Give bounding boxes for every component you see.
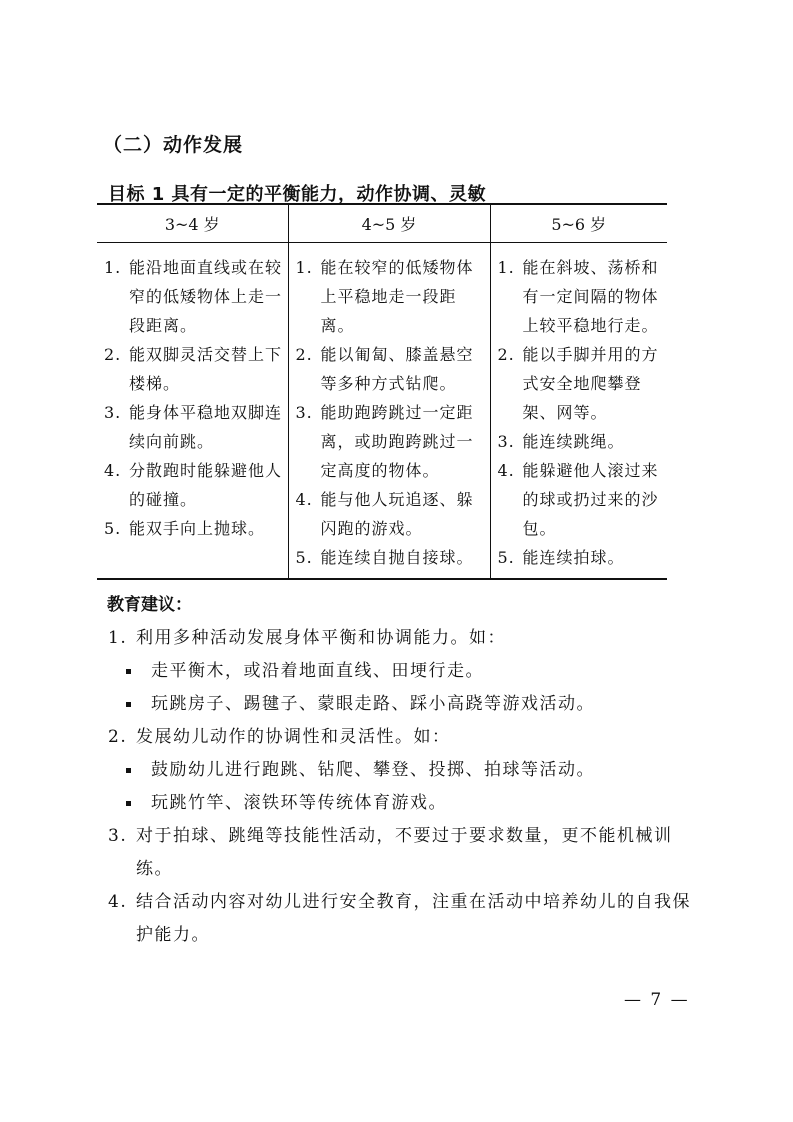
advice-item: 1. 利用多种活动发展身体平衡和协调能力。如：	[108, 628, 506, 648]
list-item: 5. 能连续自抛自接球。	[295, 548, 474, 567]
list-item: 2. 能以手脚并用的方式安全地爬攀登架、网等。	[497, 345, 659, 422]
list-item: 4. 分散跑时能躲避他人的碰撞。	[104, 461, 283, 509]
header-age-5-6: 5~6 岁	[490, 204, 667, 243]
advice-item: 2. 发展幼儿动作的协调性和灵活性。如：	[108, 727, 451, 747]
list-item: 1. 能沿地面直线或在较窄的低矮物体上走一段距离。	[104, 258, 283, 335]
advice-title: 教育建议：	[107, 595, 192, 615]
list-item: 3. 能连续跳绳。	[497, 432, 625, 451]
list-item: 5. 能双手向上抛球。	[104, 519, 266, 538]
page-number: — 7 —	[624, 990, 690, 1010]
list-item: 3. 能身体平稳地双脚连续向前跳。	[104, 403, 283, 451]
advice-sub-item: 走平衡木，或沿着地面直线、田埂行走。	[108, 655, 698, 688]
bullet-icon	[126, 669, 131, 674]
column-age-3-4	[97, 243, 288, 580]
advice-sub-item: 鼓励幼儿进行跑跳、钻爬、攀登、投掷、拍球等活动。	[108, 754, 698, 787]
list-item: 1. 能在斜坡、荡桥和有一定间隔的物体上较平稳地行走。	[497, 258, 659, 335]
list-item: 1. 能在较窄的低矮物体上平稳地走一段距离。	[295, 258, 474, 335]
bullet-icon	[126, 702, 131, 707]
header-age-3-4: 3~4 岁	[97, 204, 288, 243]
list-item: 3. 能助跑跨跳过一定距离，或助跑跨跳过一定高度的物体。	[295, 403, 474, 480]
advice-list	[108, 622, 698, 952]
section-title: （二）动作发展	[103, 134, 244, 156]
bullet-icon	[126, 768, 131, 773]
list-item: 5. 能连续拍球。	[497, 548, 625, 567]
list-item: 2. 能双脚灵活交替上下楼梯。	[104, 345, 283, 393]
advice-sub-item: 玩跳房子、踢毽子、蒙眼走路、踩小高跷等游戏活动。	[108, 688, 698, 721]
advice-sub-item: 玩跳竹竿、滚铁环等传统体育游戏。	[108, 787, 698, 820]
column-age-5-6	[490, 243, 667, 580]
column-age-4-5	[288, 243, 490, 580]
list-item: 4. 能躲避他人滚过来的球或扔过来的沙包。	[497, 461, 659, 538]
goal-title: 目标 1 具有一定的平衡能力，动作协调、灵敏	[108, 184, 487, 205]
bullet-icon	[126, 801, 131, 806]
list-item: 2. 能以匍匐、膝盖悬空等多种方式钻爬。	[295, 345, 474, 393]
goal-table	[97, 203, 667, 580]
list-item: 4. 能与他人玩追逐、躲闪跑的游戏。	[295, 490, 474, 538]
advice-item: 4. 结合活动内容对幼儿进行安全教育，注重在活动中培养幼儿的自我保护能力。	[108, 892, 691, 945]
header-age-4-5: 4~5 岁	[288, 204, 490, 243]
advice-item: 3. 对于拍球、跳绳等技能性活动，不要过于要求数量，更不能机械训练。	[108, 826, 673, 879]
